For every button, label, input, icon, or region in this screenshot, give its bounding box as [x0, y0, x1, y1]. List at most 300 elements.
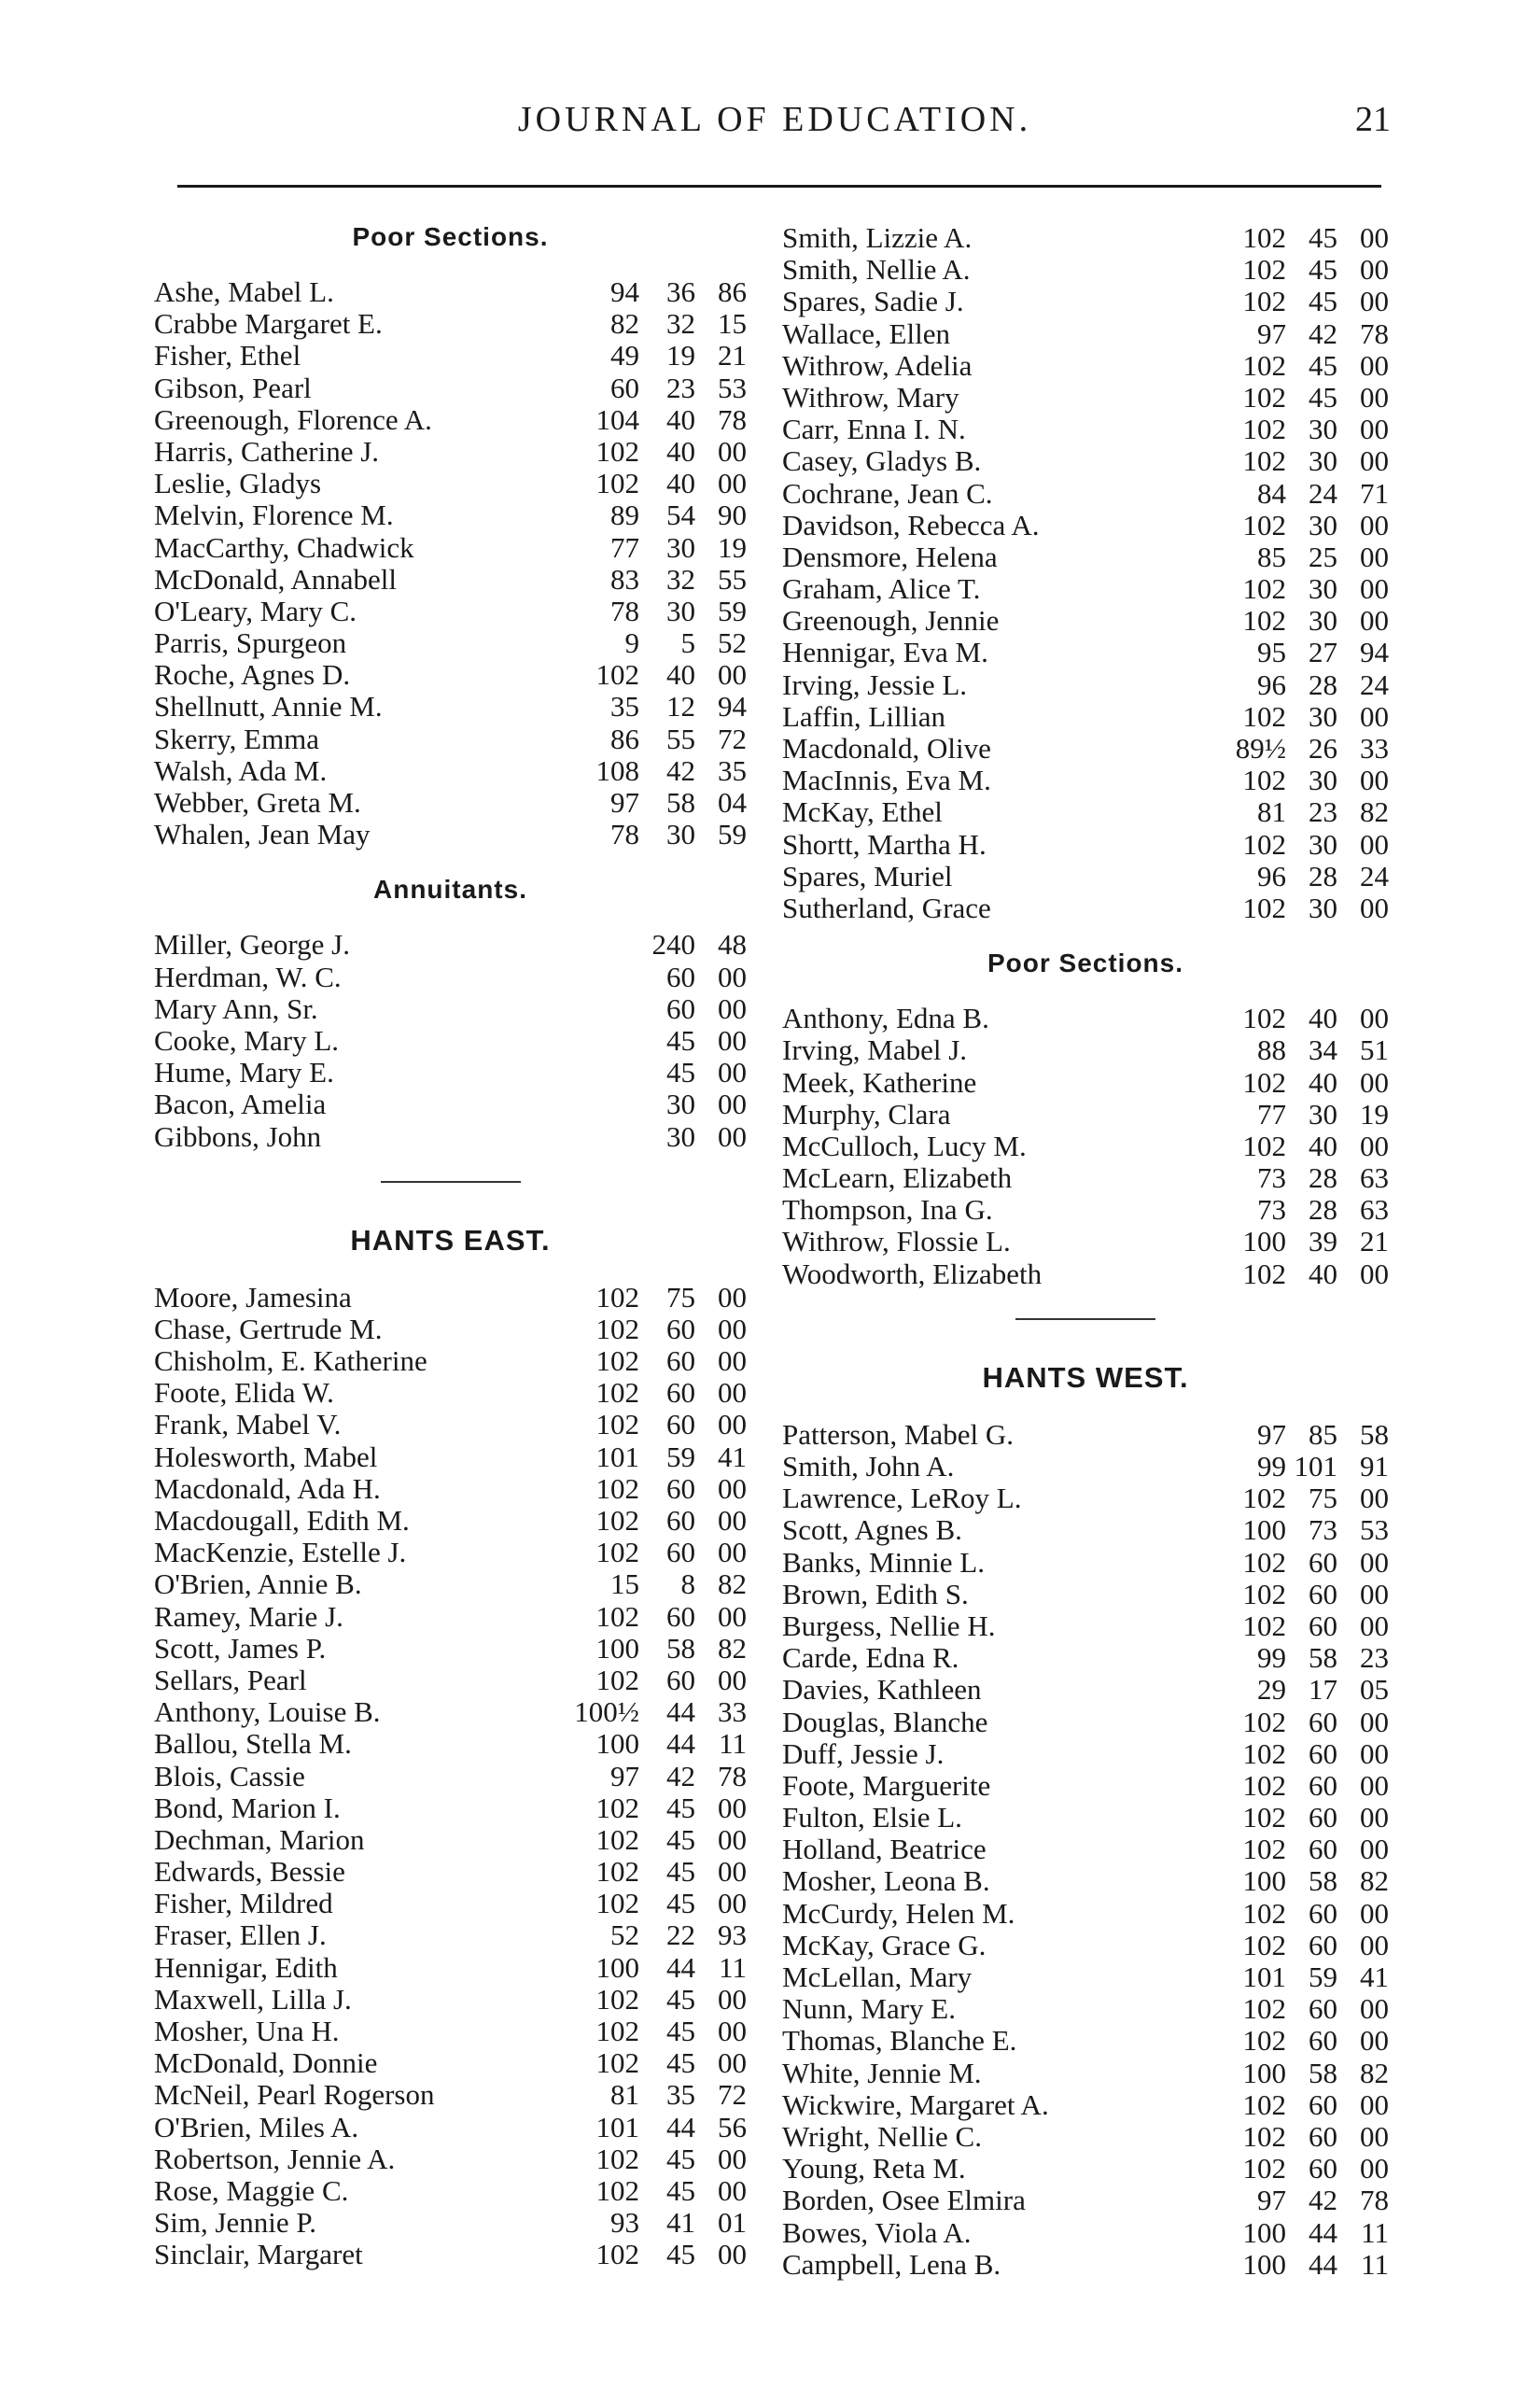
teacher-name: Walsh, Ada M. — [154, 753, 328, 787]
teacher-name: Woodworth, Elizabeth — [782, 1257, 1043, 1290]
section-title: Annuitants. — [373, 875, 527, 905]
days-taught: 102 — [595, 2015, 639, 2047]
amount-cents: 19 — [1360, 1097, 1389, 1131]
list-item — [782, 1770, 1389, 1802]
amount-dollars: 60 — [1309, 1609, 1337, 1642]
amount-dollars: 60 — [1309, 1896, 1337, 1930]
amount-cents: 00 — [1360, 221, 1389, 254]
amount-cents: 00 — [1360, 444, 1389, 478]
amount-cents: 86 — [718, 275, 747, 308]
list-item — [782, 222, 1389, 254]
list-item — [782, 1131, 1389, 1162]
amount-dollars: 75 — [1309, 1482, 1337, 1515]
amount-dollars: 60 — [1309, 2024, 1337, 2058]
list-item — [782, 510, 1389, 541]
amount-dollars: 60 — [1309, 1928, 1337, 1961]
list-item — [154, 627, 747, 659]
teacher-name: Robertson, Jennie A. — [154, 2142, 396, 2175]
list-item — [782, 1674, 1389, 1706]
amount-cents: 00 — [1360, 1705, 1389, 1738]
teacher-name: Moore, Jamesina — [154, 1280, 352, 1314]
teacher-name: Whalen, Jean May — [154, 818, 371, 851]
amount-dollars: 30 — [666, 530, 695, 564]
days-taught: 102 — [1242, 380, 1286, 414]
amount-cents: 00 — [718, 467, 747, 500]
amount-cents: 24 — [1360, 668, 1389, 701]
amount-dollars: 45 — [1309, 380, 1337, 414]
amount-dollars: 45 — [666, 1791, 695, 1824]
days-taught: 102 — [595, 434, 639, 468]
amount-cents: 00 — [718, 2238, 747, 2271]
teacher-name: Banks, Minnie L. — [782, 1545, 985, 1579]
list-item — [782, 1483, 1389, 1514]
amount-cents: 00 — [718, 1791, 747, 1824]
amount-dollars: 45 — [666, 1887, 695, 1920]
amount-cents: 01 — [718, 2206, 747, 2240]
teacher-name: Fulton, Elsie L. — [782, 1801, 962, 1834]
amount-dollars: 42 — [666, 1759, 695, 1792]
amount-dollars: 73 — [1309, 1513, 1337, 1547]
amount-cents: 00 — [1360, 1833, 1389, 1866]
list-item — [154, 1696, 747, 1728]
list-item — [154, 1505, 747, 1537]
amount-cents: 00 — [718, 1471, 747, 1505]
teacher-name: McNeil, Pearl Rogerson — [154, 2078, 435, 2112]
list-item — [154, 2112, 747, 2143]
list-item — [154, 532, 747, 564]
amount-dollars: 30 — [1309, 413, 1337, 446]
amount-dollars: 22 — [666, 1918, 695, 1952]
amount-cents: 15 — [718, 307, 747, 341]
days-taught: 102 — [595, 2173, 639, 2207]
teacher-name: Cochrane, Jean C. — [782, 476, 993, 510]
amount-dollars: 45 — [1309, 253, 1337, 287]
teacher-name: Smith, John A. — [782, 1450, 955, 1483]
teacher-name: Gibson, Pearl — [154, 371, 312, 404]
list-item — [154, 1633, 747, 1665]
poor-sections-right — [782, 949, 1389, 1290]
days-taught: 102 — [595, 1855, 639, 1889]
teacher-name: Withrow, Flossie L. — [782, 1225, 1011, 1258]
section-title: HANTS EAST. — [350, 1223, 551, 1257]
list-item — [782, 1067, 1389, 1099]
amount-cents: 53 — [1360, 1513, 1389, 1547]
days-taught: 102 — [1242, 1065, 1286, 1099]
list-item — [154, 1888, 747, 1919]
list-item — [782, 1961, 1389, 1993]
days-taught: 94 — [610, 275, 639, 308]
amount-cents: 48 — [718, 928, 747, 962]
amount-cents: 33 — [1360, 732, 1389, 765]
amount-dollars: 45 — [666, 1056, 695, 1089]
amount-cents: 00 — [718, 2142, 747, 2175]
days-taught: 102 — [595, 658, 639, 692]
days-taught: 102 — [1242, 2024, 1286, 2058]
amount-cents: 63 — [1360, 1161, 1389, 1195]
teacher-name: Macdonald, Ada H. — [154, 1471, 381, 1505]
amount-cents: 93 — [718, 1918, 747, 1952]
teacher-name: Maxwell, Lilla J. — [154, 1982, 352, 2016]
days-taught: 97 — [610, 786, 639, 819]
days-taught: 102 — [1242, 1257, 1286, 1290]
teacher-name: Bond, Marion I. — [154, 1791, 341, 1824]
days-taught: 60 — [610, 371, 639, 404]
amount-dollars: 30 — [1309, 764, 1337, 797]
list-item — [154, 962, 747, 993]
teacher-name: Crabbe Margaret E. — [154, 307, 383, 341]
teacher-name: McDonald, Annabell — [154, 562, 398, 596]
teacher-name: Ballou, Stella M. — [154, 1727, 352, 1761]
list-item — [782, 1738, 1389, 1770]
amount-cents: 00 — [718, 1280, 747, 1314]
list-item — [782, 478, 1389, 510]
amount-dollars: 30 — [666, 1119, 695, 1153]
list-item — [154, 1568, 747, 1600]
amount-cents: 00 — [1360, 508, 1389, 541]
list-item — [782, 350, 1389, 382]
list-item — [782, 861, 1389, 892]
teacher-name: Anthony, Edna B. — [782, 1002, 989, 1035]
section-title: HANTS WEST. — [982, 1360, 1189, 1394]
days-taught: 96 — [1257, 859, 1286, 892]
teacher-name: Harris, Catherine J. — [154, 434, 380, 468]
teacher-name: Foote, Marguerite — [782, 1768, 991, 1802]
teacher-name: Sellars, Pearl — [154, 1663, 307, 1696]
days-taught: 102 — [1242, 1896, 1286, 1930]
teacher-name: Meek, Katherine — [782, 1065, 977, 1099]
days-taught: 102 — [1242, 1992, 1286, 2026]
teacher-name: Skerry, Emma — [154, 722, 320, 755]
days-taught: 102 — [595, 2142, 639, 2175]
teacher-name: Herdman, W. C. — [154, 960, 342, 993]
days-taught: 93 — [610, 2206, 639, 2240]
list-item — [154, 436, 747, 468]
amount-cents: 78 — [718, 1759, 747, 1792]
teacher-name: Wickwire, Margaret A. — [782, 2087, 1049, 2121]
amount-cents: 00 — [718, 1312, 747, 1345]
amount-cents: 00 — [1360, 285, 1389, 318]
days-taught: 78 — [610, 818, 639, 851]
teacher-name: Mosher, Leona B. — [782, 1864, 990, 1898]
days-taught: 49 — [610, 339, 639, 372]
list-item — [782, 892, 1389, 924]
amount-dollars: 44 — [666, 1950, 695, 1984]
days-taught: 102 — [1242, 1768, 1286, 1802]
amount-cents: 11 — [1361, 2247, 1389, 2281]
amount-dollars: 45 — [1309, 221, 1337, 254]
list-item — [782, 2153, 1389, 2185]
list-item — [782, 2058, 1389, 2089]
amount-cents: 00 — [718, 1056, 747, 1089]
amount-cents: 72 — [718, 722, 747, 755]
amount-dollars: 40 — [1309, 1065, 1337, 1099]
list-item — [154, 2079, 747, 2111]
amount-dollars: 24 — [1309, 476, 1337, 510]
teacher-name: Holesworth, Mabel — [154, 1440, 378, 1473]
days-taught: 102 — [1242, 253, 1286, 287]
amount-dollars: 60 — [666, 1504, 695, 1537]
amount-cents: 00 — [1360, 827, 1389, 861]
amount-dollars: 58 — [1309, 2056, 1337, 2089]
days-taught: 102 — [595, 1663, 639, 1696]
amount-dollars: 60 — [666, 1471, 695, 1505]
list-item — [782, 1547, 1389, 1579]
amount-dollars: 27 — [1309, 636, 1337, 669]
list-item — [154, 1665, 747, 1696]
amount-cents: 63 — [1360, 1193, 1389, 1227]
list-item — [154, 564, 747, 596]
amount-dollars: 28 — [1309, 668, 1337, 701]
amount-dollars: 30 — [666, 594, 695, 627]
amount-dollars: 30 — [1309, 827, 1337, 861]
amount-dollars: 30 — [1309, 699, 1337, 733]
list-item — [154, 819, 747, 850]
amount-dollars: 60 — [666, 1376, 695, 1410]
amount-cents: 41 — [1360, 1960, 1389, 1993]
amount-dollars: 42 — [1309, 316, 1337, 350]
hants-east — [154, 1224, 747, 2271]
list-item — [782, 1610, 1389, 1642]
teacher-name: Wallace, Ellen — [782, 316, 950, 350]
amount-cents: 33 — [718, 1695, 747, 1729]
amount-cents: 51 — [1360, 1033, 1389, 1067]
teacher-name: Mary Ann, Sr. — [154, 991, 318, 1025]
annuitants — [154, 875, 747, 1152]
list-item — [782, 701, 1389, 733]
amount-cents: 00 — [718, 434, 747, 468]
amount-cents: 11 — [719, 1950, 747, 1984]
days-taught: 102 — [595, 1822, 639, 1856]
amount-cents: 04 — [718, 786, 747, 819]
days-taught: 102 — [595, 1280, 639, 1314]
list-item — [154, 1537, 747, 1568]
amount-dollars: 60 — [1309, 1577, 1337, 1610]
days-taught: 89 — [610, 499, 639, 532]
days-taught: 100 — [1242, 1225, 1286, 1258]
list-item — [154, 755, 747, 787]
amount-cents: 00 — [718, 2046, 747, 2080]
teacher-name: Sutherland, Grace — [782, 891, 991, 924]
list-item — [782, 605, 1389, 637]
list-item — [154, 1824, 747, 1856]
teacher-name: Carr, Enna I. N. — [782, 413, 966, 446]
amount-cents: 00 — [718, 991, 747, 1025]
days-taught: 97 — [1257, 2184, 1286, 2217]
list-item — [154, 1473, 747, 1505]
teacher-name: Nunn, Mary E. — [782, 1992, 956, 2026]
list-item — [154, 929, 747, 961]
amount-cents: 00 — [718, 2173, 747, 2207]
list-item — [782, 286, 1389, 317]
amount-dollars: 40 — [666, 658, 695, 692]
list-item — [154, 1025, 747, 1057]
teacher-name: Spares, Sadie J. — [782, 285, 964, 318]
amount-dollars: 19 — [666, 339, 695, 372]
days-taught: 102 — [595, 2046, 639, 2080]
list-item — [782, 1419, 1389, 1451]
amount-dollars: 45 — [666, 1023, 695, 1057]
days-taught: 102 — [595, 1312, 639, 1345]
teacher-name: Carde, Edna R. — [782, 1641, 959, 1675]
amount-dollars: 101 — [1294, 1450, 1337, 1483]
list-item — [154, 1919, 747, 1951]
hants-east-list — [154, 1282, 747, 2271]
amount-dollars: 34 — [1309, 1033, 1337, 1067]
teacher-name: Gibbons, John — [154, 1119, 322, 1153]
amount-dollars: 54 — [666, 499, 695, 532]
list-item — [782, 1802, 1389, 1834]
teacher-name: McLellan, Mary — [782, 1960, 973, 1993]
amount-cents: 55 — [718, 562, 747, 596]
days-taught: 88 — [1257, 1033, 1286, 1067]
amount-dollars: 60 — [666, 991, 695, 1025]
days-taught: 35 — [610, 690, 639, 724]
list-item — [154, 276, 747, 308]
amount-cents: 00 — [1360, 699, 1389, 733]
amount-dollars: 45 — [666, 1855, 695, 1889]
list-item — [154, 1121, 747, 1153]
amount-dollars: 60 — [666, 960, 695, 993]
amount-cents: 00 — [718, 1088, 747, 1121]
days-taught: 100 — [1242, 1864, 1286, 1898]
list-item — [154, 1314, 747, 1345]
amount-dollars: 60 — [1309, 2119, 1337, 2153]
days-taught: 102 — [1242, 1705, 1286, 1738]
list-item — [782, 796, 1389, 828]
teacher-name: Patterson, Mabel G. — [782, 1417, 1014, 1451]
days-taught: 100 — [1242, 1513, 1286, 1547]
amount-cents: 00 — [718, 1023, 747, 1057]
amount-cents: 00 — [718, 1376, 747, 1410]
teacher-name: Douglas, Blanche — [782, 1705, 988, 1738]
amount-dollars: 60 — [1309, 1545, 1337, 1579]
teacher-name: White, Jennie M. — [782, 2056, 982, 2089]
teacher-name: Brown, Edith S. — [782, 1577, 969, 1610]
teacher-name: Withrow, Adelia — [782, 348, 973, 382]
amount-dollars: 59 — [666, 1440, 695, 1473]
days-taught: 101 — [1242, 1960, 1286, 1993]
days-taught: 102 — [1242, 221, 1286, 254]
amount-cents: 00 — [718, 1822, 747, 1856]
days-taught: 102 — [1242, 1577, 1286, 1610]
list-item — [154, 404, 747, 436]
amount-cents: 82 — [1360, 1864, 1389, 1898]
amount-cents: 00 — [1360, 2087, 1389, 2121]
list-item — [782, 2121, 1389, 2153]
days-taught: 102 — [1242, 2087, 1286, 2121]
list-item — [782, 445, 1389, 477]
teacher-name: Sim, Jennie P. — [154, 2206, 316, 2240]
amount-cents: 00 — [1360, 253, 1389, 287]
amount-dollars: 60 — [1309, 2152, 1337, 2185]
amount-cents: 00 — [718, 1344, 747, 1378]
amount-dollars: 45 — [666, 2142, 695, 2175]
days-taught: 100½ — [574, 1695, 639, 1729]
amount-dollars: 59 — [1309, 1960, 1337, 1993]
amount-cents: 00 — [1360, 1545, 1389, 1579]
amount-cents: 94 — [1360, 636, 1389, 669]
teacher-name: Thomas, Blanche E. — [782, 2024, 1017, 2058]
days-taught: 99 — [1257, 1450, 1286, 1483]
teacher-name: Duff, Jessie J. — [782, 1736, 945, 1770]
teacher-name: Anthony, Louise B. — [154, 1695, 381, 1729]
days-taught: 78 — [610, 594, 639, 627]
teacher-name: Edwards, Bessie — [154, 1855, 345, 1889]
teacher-name: McKay, Grace G. — [782, 1928, 987, 1961]
amount-dollars: 30 — [1309, 604, 1337, 638]
list-item — [154, 1089, 747, 1120]
amount-cents: 00 — [718, 1663, 747, 1696]
amount-dollars: 60 — [1309, 1801, 1337, 1834]
teacher-name: Fisher, Ethel — [154, 339, 301, 372]
amount-cents: 00 — [1360, 572, 1389, 606]
days-taught: 102 — [595, 1408, 639, 1441]
amount-dollars: 45 — [666, 2046, 695, 2080]
days-taught: 83 — [610, 562, 639, 596]
amount-cents: 21 — [718, 339, 747, 372]
amount-dollars: 23 — [1309, 795, 1337, 829]
amount-dollars: 30 — [1309, 444, 1337, 478]
list-item — [782, 2025, 1389, 2057]
amount-cents: 00 — [718, 960, 747, 993]
list-item — [782, 2089, 1389, 2121]
amount-cents: 00 — [1360, 540, 1389, 573]
days-taught: 102 — [595, 1982, 639, 2016]
list-item — [782, 733, 1389, 765]
amount-cents: 11 — [719, 1727, 747, 1761]
list-item — [154, 499, 747, 531]
teacher-name: Holland, Beatrice — [782, 1833, 987, 1866]
teacher-name: Densmore, Helena — [782, 540, 998, 573]
list-item — [782, 1993, 1389, 2025]
amount-dollars: 23 — [666, 371, 695, 404]
list-item — [782, 318, 1389, 350]
amount-dollars: 60 — [666, 1312, 695, 1345]
amount-cents: 58 — [1360, 1417, 1389, 1451]
amount-dollars: 60 — [1309, 1992, 1337, 2026]
days-taught: 100 — [595, 1631, 639, 1665]
amount-cents: 82 — [718, 1567, 747, 1601]
amount-cents: 05 — [1360, 1673, 1389, 1707]
list-item — [154, 1792, 747, 1824]
days-taught: 102 — [1242, 1833, 1286, 1866]
teacher-name: Sinclair, Margaret — [154, 2238, 363, 2271]
amount-dollars: 58 — [666, 1631, 695, 1665]
teacher-name: Borden, Osee Elmira — [782, 2184, 1026, 2217]
days-taught: 102 — [1242, 1482, 1286, 1515]
teacher-name: Parris, Spurgeon — [154, 626, 347, 660]
days-taught: 101 — [595, 1440, 639, 1473]
days-taught: 102 — [595, 1344, 639, 1378]
list-item — [782, 669, 1389, 701]
amount-cents: 00 — [718, 658, 747, 692]
amount-dollars: 40 — [666, 467, 695, 500]
list-item — [782, 1194, 1389, 1226]
annuitants-list — [154, 929, 747, 1152]
amount-dollars: 40 — [1309, 1129, 1337, 1162]
list-item — [154, 2143, 747, 2175]
teacher-name: Burgess, Nellie H. — [782, 1609, 996, 1642]
teacher-name: Webber, Greta M. — [154, 786, 361, 819]
teacher-name: O'Brien, Annie B. — [154, 1567, 362, 1601]
amount-cents: 00 — [1360, 1992, 1389, 2026]
days-taught: 82 — [610, 307, 639, 341]
hants-west — [782, 1361, 1389, 2281]
list-item — [782, 1034, 1389, 1066]
list-item — [782, 1451, 1389, 1483]
days-taught: 100 — [595, 1950, 639, 1984]
amount-cents: 00 — [1360, 2024, 1389, 2058]
